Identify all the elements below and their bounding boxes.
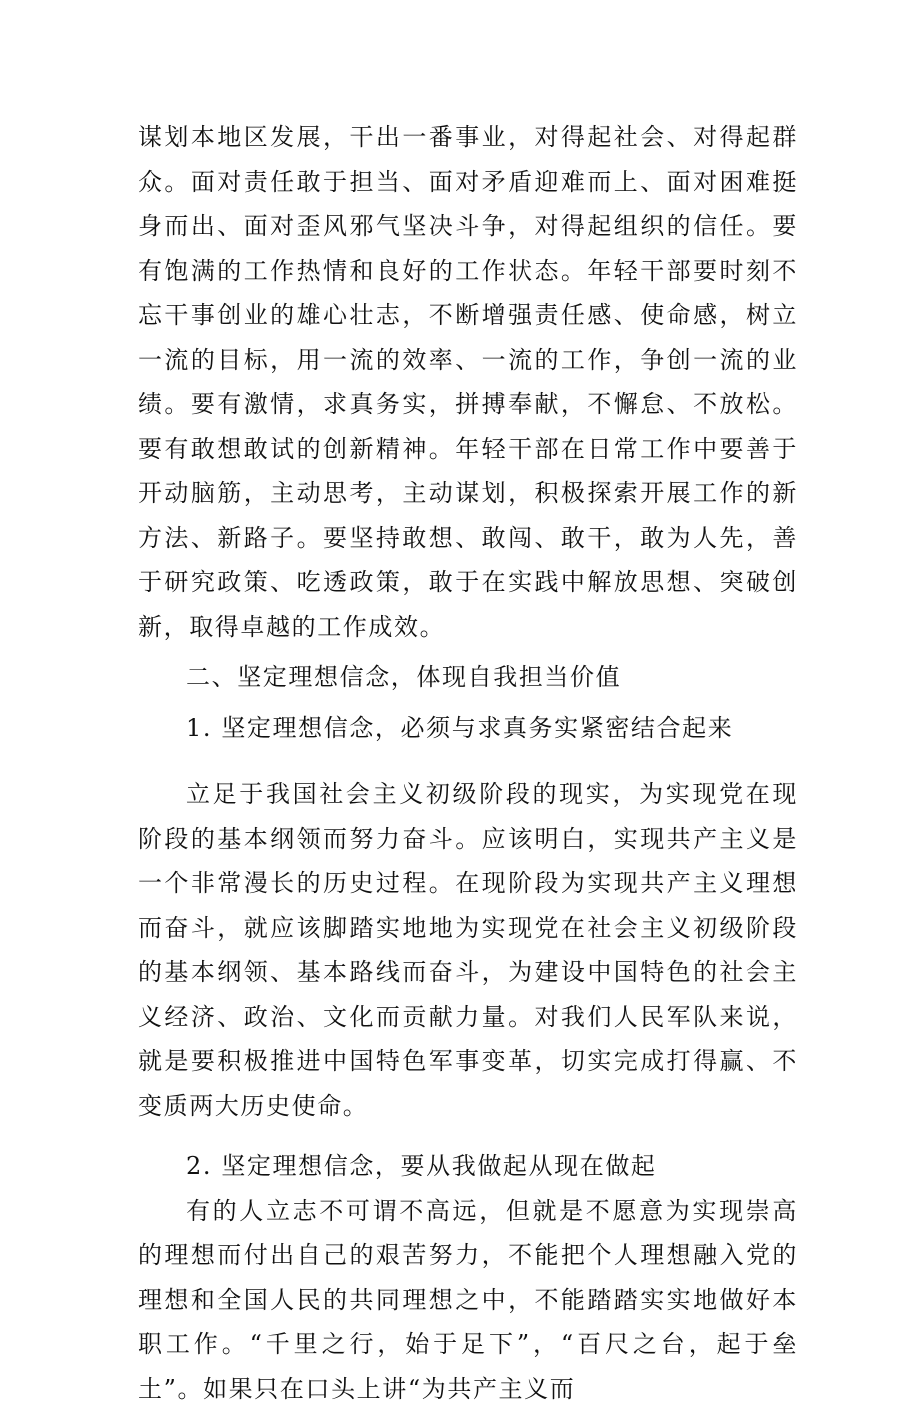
document-body <box>138 115 798 1411</box>
paragraph-ideal-reality: 立足于我国社会主义初级阶段的现实，为实现党在现阶段的基本纲领而努力奋斗。应该明白，实现共产主义是一个非常漫长的历史过程。在现阶段为实现共产主义理想而奋斗，就应该脚踏实地地为实现党在社会主义初级阶段的基本纲领、基本路线而奋斗，为建设中国特色的社会主义经济、政治、文化而贡献力量。对我们人民军队来说，就是要积极推进中国特色军事变革，切实完成打得赢、不变质两大历史使命。 <box>138 772 798 1128</box>
section-heading-2: 二、坚定理想信念，体现自我担当价值 <box>138 655 798 700</box>
subsection-heading-2-2: 2. 坚定理想信念，要从我做起从现在做起 <box>138 1144 798 1189</box>
subsection-heading-2-1: 1. 坚定理想信念，必须与求真务实紧密结合起来 <box>138 706 798 751</box>
paragraph-continuation: 谋划本地区发展，干出一番事业，对得起社会、对得起群众。面对责任敢于担当、面对矛盾迎难而上、面对困难挺身而出、面对歪风邪气坚决斗争，对得起组织的信任。要有饱满的工作热情和良好的工作状态。年轻干部要时刻不忘干事创业的雄心壮志，不断增强责任感、使命感，树立一流的目标，用一流的效率、一流的工作，争创一流的业绩。要有激情，求真务实，拼搏奉献，不懈怠、不放松。要有敢想敢试的创新精神。年轻干部在日常工作中要善于开动脑筋，主动思考，主动谋划，积极探索开展工作的新方法、新路子。要坚持敢想、敢闯、敢干，敢为人先，善于研究政策、吃透政策，敢于在实践中解放思想、突破创新，取得卓越的工作成效。 <box>138 115 798 649</box>
paragraph-start-from-self: 有的人立志不可谓不高远，但就是不愿意为实现崇高的理想而付出自己的艰苦努力，不能把个人理想融入党的理想和全国人民的共同理想之中，不能踏踏实实地做好本职工作。“千里之行，始于足下”，“百尺之台，起于垒土”。如果只在口头上讲“为共产主义而 <box>138 1189 798 1411</box>
